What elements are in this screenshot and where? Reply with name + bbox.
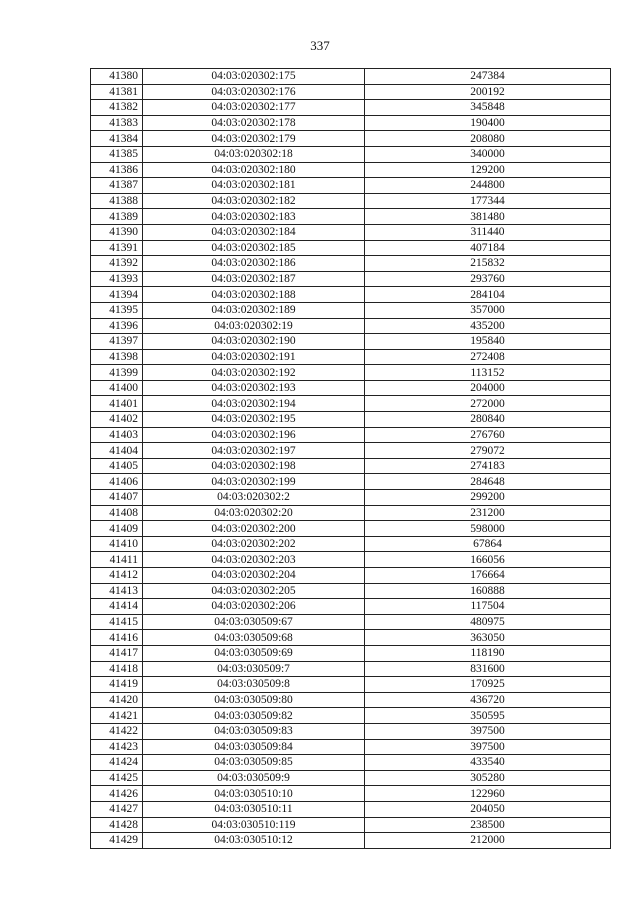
value-cell: 195840	[365, 334, 611, 350]
cadastral-number-cell: 04:03:020302:192	[143, 365, 365, 381]
cadastral-number-cell: 04:03:030509:67	[143, 614, 365, 630]
table-row	[91, 474, 611, 490]
value-cell: 272000	[365, 396, 611, 412]
value-cell: 311440	[365, 224, 611, 240]
value-cell: 279072	[365, 443, 611, 459]
row-number-cell: 41418	[91, 661, 143, 677]
row-number-cell: 41408	[91, 505, 143, 521]
table-row	[91, 100, 611, 116]
value-cell: 293760	[365, 271, 611, 287]
cadastral-number-cell: 04:03:020302:195	[143, 412, 365, 428]
row-number-cell: 41402	[91, 412, 143, 428]
value-cell: 436720	[365, 692, 611, 708]
table-row	[91, 568, 611, 584]
table-row	[91, 318, 611, 334]
value-cell: 244800	[365, 178, 611, 194]
row-number-cell: 41413	[91, 583, 143, 599]
value-cell: 200192	[365, 84, 611, 100]
row-number-cell: 41392	[91, 256, 143, 272]
table-row	[91, 614, 611, 630]
cadastral-number-cell: 04:03:020302:185	[143, 240, 365, 256]
cadastral-number-cell: 04:03:030509:69	[143, 645, 365, 661]
row-number-cell: 41385	[91, 146, 143, 162]
cadastral-number-cell: 04:03:020302:190	[143, 334, 365, 350]
table-row	[91, 677, 611, 693]
cadastral-number-cell: 04:03:020302:20	[143, 505, 365, 521]
row-number-cell: 41424	[91, 755, 143, 771]
cadastral-number-cell: 04:03:020302:176	[143, 84, 365, 100]
table-row	[91, 801, 611, 817]
cadastral-number-cell: 04:03:020302:203	[143, 552, 365, 568]
table-row	[91, 583, 611, 599]
cadastral-number-cell: 04:03:030510:10	[143, 786, 365, 802]
value-cell: 407184	[365, 240, 611, 256]
cadastral-number-cell: 04:03:020302:205	[143, 583, 365, 599]
table-row	[91, 536, 611, 552]
value-cell: 305280	[365, 770, 611, 786]
value-cell: 340000	[365, 146, 611, 162]
row-number-cell: 41380	[91, 69, 143, 85]
value-cell: 274183	[365, 458, 611, 474]
cadastral-number-cell: 04:03:020302:194	[143, 396, 365, 412]
value-cell: 397500	[365, 739, 611, 755]
value-cell: 212000	[365, 833, 611, 849]
row-number-cell: 41391	[91, 240, 143, 256]
row-number-cell: 41406	[91, 474, 143, 490]
cadastral-number-cell: 04:03:020302:182	[143, 193, 365, 209]
row-number-cell: 41387	[91, 178, 143, 194]
table-row	[91, 490, 611, 506]
table-row	[91, 458, 611, 474]
table-row	[91, 630, 611, 646]
value-cell: 397500	[365, 723, 611, 739]
value-cell: 598000	[365, 521, 611, 537]
value-cell: 480975	[365, 614, 611, 630]
row-number-cell: 41410	[91, 536, 143, 552]
table-row	[91, 271, 611, 287]
table-row	[91, 786, 611, 802]
row-number-cell: 41394	[91, 287, 143, 303]
table-row	[91, 131, 611, 147]
table-row	[91, 599, 611, 615]
cadastral-number-cell: 04:03:020302:191	[143, 349, 365, 365]
value-cell: 284648	[365, 474, 611, 490]
row-number-cell: 41414	[91, 599, 143, 615]
row-number-cell: 41400	[91, 380, 143, 396]
row-number-cell: 41415	[91, 614, 143, 630]
cadastral-number-cell: 04:03:020302:179	[143, 131, 365, 147]
row-number-cell: 41428	[91, 817, 143, 833]
cadastral-number-cell: 04:03:020302:187	[143, 271, 365, 287]
row-number-cell: 41420	[91, 692, 143, 708]
row-number-cell: 41409	[91, 521, 143, 537]
value-cell: 190400	[365, 115, 611, 131]
cadastral-number-cell: 04:03:020302:193	[143, 380, 365, 396]
row-number-cell: 41384	[91, 131, 143, 147]
row-number-cell: 41421	[91, 708, 143, 724]
cadastral-number-cell: 04:03:020302:177	[143, 100, 365, 116]
cadastral-number-cell: 04:03:030509:68	[143, 630, 365, 646]
value-cell: 117504	[365, 599, 611, 615]
table-row	[91, 661, 611, 677]
row-number-cell: 41395	[91, 302, 143, 318]
value-cell: 276760	[365, 427, 611, 443]
value-cell: 299200	[365, 490, 611, 506]
table-row	[91, 115, 611, 131]
value-cell: 170925	[365, 677, 611, 693]
table-row	[91, 755, 611, 771]
cadastral-number-cell: 04:03:030510:119	[143, 817, 365, 833]
table-row	[91, 427, 611, 443]
table-row	[91, 178, 611, 194]
row-number-cell: 41386	[91, 162, 143, 178]
row-number-cell: 41427	[91, 801, 143, 817]
cadastral-number-cell: 04:03:020302:2	[143, 490, 365, 506]
value-cell: 204000	[365, 380, 611, 396]
row-number-cell: 41405	[91, 458, 143, 474]
row-number-cell: 41401	[91, 396, 143, 412]
row-number-cell: 41426	[91, 786, 143, 802]
value-cell: 177344	[365, 193, 611, 209]
row-number-cell: 41396	[91, 318, 143, 334]
value-cell: 118190	[365, 645, 611, 661]
table-row	[91, 645, 611, 661]
table-row	[91, 505, 611, 521]
row-number-cell: 41419	[91, 677, 143, 693]
row-number-cell: 41412	[91, 568, 143, 584]
row-number-cell: 41393	[91, 271, 143, 287]
cadastral-number-cell: 04:03:020302:196	[143, 427, 365, 443]
cadastral-number-cell: 04:03:030509:83	[143, 723, 365, 739]
cadastral-number-cell: 04:03:030509:8	[143, 677, 365, 693]
row-number-cell: 41382	[91, 100, 143, 116]
value-cell: 433540	[365, 755, 611, 771]
table-row	[91, 723, 611, 739]
table-row	[91, 84, 611, 100]
value-cell: 166056	[365, 552, 611, 568]
value-cell: 831600	[365, 661, 611, 677]
row-number-cell: 41381	[91, 84, 143, 100]
value-cell: 247384	[365, 69, 611, 85]
table-row	[91, 380, 611, 396]
table-row	[91, 412, 611, 428]
value-cell: 160888	[365, 583, 611, 599]
value-cell: 345848	[365, 100, 611, 116]
cadastral-number-cell: 04:03:020302:197	[143, 443, 365, 459]
cadastral-number-cell: 04:03:020302:202	[143, 536, 365, 552]
cadastral-number-cell: 04:03:020302:175	[143, 69, 365, 85]
table-row	[91, 69, 611, 85]
row-number-cell: 41397	[91, 334, 143, 350]
cadastral-number-cell: 04:03:020302:184	[143, 224, 365, 240]
registry-table-body	[91, 69, 611, 849]
cadastral-number-cell: 04:03:020302:183	[143, 209, 365, 225]
table-row	[91, 193, 611, 209]
table-row	[91, 692, 611, 708]
value-cell: 363050	[365, 630, 611, 646]
table-row	[91, 365, 611, 381]
table-row	[91, 443, 611, 459]
cadastral-number-cell: 04:03:030509:7	[143, 661, 365, 677]
row-number-cell: 41423	[91, 739, 143, 755]
row-number-cell: 41383	[91, 115, 143, 131]
cadastral-number-cell: 04:03:020302:204	[143, 568, 365, 584]
table-row	[91, 396, 611, 412]
value-cell: 67864	[365, 536, 611, 552]
row-number-cell: 41417	[91, 645, 143, 661]
row-number-cell: 41429	[91, 833, 143, 849]
registry-table	[90, 68, 611, 849]
row-number-cell: 41388	[91, 193, 143, 209]
cadastral-number-cell: 04:03:020302:188	[143, 287, 365, 303]
table-row	[91, 552, 611, 568]
table-row	[91, 739, 611, 755]
cadastral-number-cell: 04:03:020302:198	[143, 458, 365, 474]
value-cell: 280840	[365, 412, 611, 428]
value-cell: 122960	[365, 786, 611, 802]
cadastral-number-cell: 04:03:020302:178	[143, 115, 365, 131]
row-number-cell: 41425	[91, 770, 143, 786]
table-row	[91, 334, 611, 350]
cadastral-number-cell: 04:03:030509:80	[143, 692, 365, 708]
row-number-cell: 41404	[91, 443, 143, 459]
value-cell: 204050	[365, 801, 611, 817]
cadastral-number-cell: 04:03:030509:85	[143, 755, 365, 771]
cadastral-number-cell: 04:03:020302:189	[143, 302, 365, 318]
cadastral-number-cell: 04:03:020302:181	[143, 178, 365, 194]
table-row	[91, 162, 611, 178]
value-cell: 176664	[365, 568, 611, 584]
value-cell: 357000	[365, 302, 611, 318]
table-row	[91, 146, 611, 162]
cadastral-number-cell: 04:03:030509:9	[143, 770, 365, 786]
table-row	[91, 833, 611, 849]
row-number-cell: 41403	[91, 427, 143, 443]
table-row	[91, 302, 611, 318]
value-cell: 435200	[365, 318, 611, 334]
value-cell: 208080	[365, 131, 611, 147]
table-row	[91, 209, 611, 225]
cadastral-number-cell: 04:03:020302:199	[143, 474, 365, 490]
cadastral-number-cell: 04:03:020302:18	[143, 146, 365, 162]
row-number-cell: 41398	[91, 349, 143, 365]
value-cell: 215832	[365, 256, 611, 272]
row-number-cell: 41416	[91, 630, 143, 646]
table-row	[91, 287, 611, 303]
row-number-cell: 41411	[91, 552, 143, 568]
row-number-cell: 41390	[91, 224, 143, 240]
cadastral-number-cell: 04:03:020302:186	[143, 256, 365, 272]
table-row	[91, 240, 611, 256]
table-row	[91, 817, 611, 833]
table-row	[91, 521, 611, 537]
value-cell: 272408	[365, 349, 611, 365]
table-row	[91, 770, 611, 786]
table-row	[91, 708, 611, 724]
row-number-cell: 41389	[91, 209, 143, 225]
cadastral-number-cell: 04:03:020302:19	[143, 318, 365, 334]
table-row	[91, 349, 611, 365]
row-number-cell: 41399	[91, 365, 143, 381]
value-cell: 231200	[365, 505, 611, 521]
table-row	[91, 256, 611, 272]
cadastral-number-cell: 04:03:030509:84	[143, 739, 365, 755]
cadastral-number-cell: 04:03:030510:11	[143, 801, 365, 817]
cadastral-number-cell: 04:03:020302:180	[143, 162, 365, 178]
row-number-cell: 41407	[91, 490, 143, 506]
value-cell: 129200	[365, 162, 611, 178]
cadastral-number-cell: 04:03:030510:12	[143, 833, 365, 849]
value-cell: 113152	[365, 365, 611, 381]
page-number: 337	[310, 38, 330, 53]
row-number-cell: 41422	[91, 723, 143, 739]
cadastral-number-cell: 04:03:020302:200	[143, 521, 365, 537]
cadastral-number-cell: 04:03:020302:206	[143, 599, 365, 615]
value-cell: 381480	[365, 209, 611, 225]
cadastral-number-cell: 04:03:030509:82	[143, 708, 365, 724]
table-row	[91, 224, 611, 240]
value-cell: 238500	[365, 817, 611, 833]
value-cell: 350595	[365, 708, 611, 724]
value-cell: 284104	[365, 287, 611, 303]
